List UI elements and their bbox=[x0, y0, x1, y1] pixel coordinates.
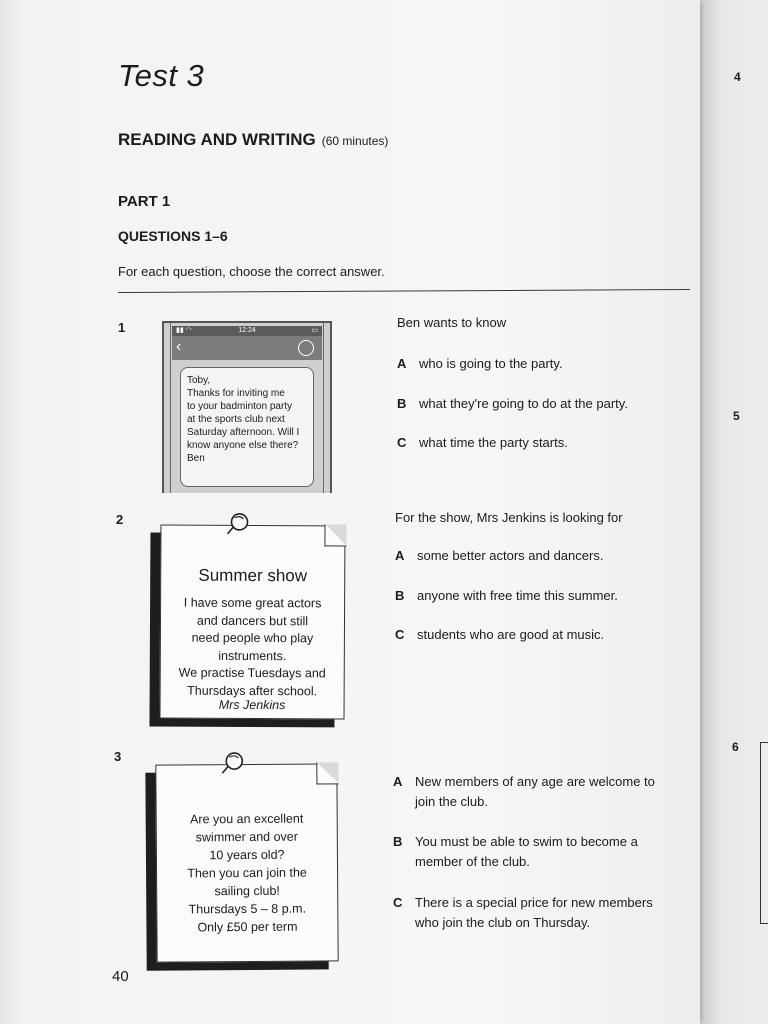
adjacent-notice-edge bbox=[760, 742, 768, 924]
option-letter: C bbox=[395, 627, 405, 642]
question-stem: For the show, Mrs Jenkins is looking for bbox=[395, 510, 623, 525]
notice-line: Then you can join the bbox=[187, 865, 307, 881]
sailing-club-notice bbox=[155, 763, 338, 962]
test-title: Test 3 bbox=[118, 58, 205, 93]
option-letter: B bbox=[393, 834, 403, 849]
answer-option bbox=[393, 772, 673, 812]
circle-icon bbox=[298, 340, 314, 356]
option-text: what they're going to do at the party. bbox=[419, 396, 628, 411]
option-letter: A bbox=[393, 774, 403, 789]
section-heading bbox=[118, 130, 388, 150]
chevron-left-icon: ‹ bbox=[176, 338, 182, 355]
pushpin-icon bbox=[218, 751, 244, 777]
phone-message-image bbox=[162, 321, 332, 493]
notice-line: need people who play bbox=[191, 630, 314, 646]
notice-line: I have some great actors bbox=[183, 595, 322, 611]
phone-edge bbox=[166, 323, 171, 493]
option-text: There is a special price for new members who join the club on Thursday. bbox=[415, 895, 653, 930]
section-duration: (60 minutes) bbox=[321, 134, 389, 148]
side-question-number: 5 bbox=[733, 409, 740, 423]
phone-time: 12:24 bbox=[238, 327, 256, 334]
notice-signature: Mrs Jenkins bbox=[218, 697, 286, 713]
side-question-number: 4 bbox=[734, 70, 741, 84]
answer-option bbox=[397, 354, 677, 374]
page-fold bbox=[324, 524, 346, 546]
option-letter: B bbox=[395, 588, 405, 603]
page-fold bbox=[316, 762, 338, 784]
option-letter: A bbox=[395, 548, 405, 563]
answer-option bbox=[395, 546, 675, 566]
notice-line: swimmer and over bbox=[195, 829, 298, 845]
notice-line: and dancers but still bbox=[196, 613, 309, 628]
answer-option bbox=[397, 394, 677, 414]
phone-edge bbox=[323, 323, 328, 493]
message-line: Toby, bbox=[187, 375, 211, 386]
notice-line: sailing club! bbox=[214, 883, 280, 899]
battery-icon: ▭ bbox=[311, 327, 318, 334]
notice-line: We practise Tuesdays and bbox=[178, 665, 326, 681]
message-line: Thanks for inviting me bbox=[187, 388, 285, 399]
answer-option bbox=[395, 586, 675, 606]
page-number: 40 bbox=[112, 968, 129, 985]
instruction-text: For each question, choose the correct answer. bbox=[118, 264, 385, 279]
questions-range: QUESTIONS 1–6 bbox=[118, 228, 228, 244]
message-line: Saturday afternoon. Will I bbox=[187, 427, 300, 438]
option-letter: C bbox=[393, 895, 403, 910]
option-text: some better actors and dancers. bbox=[417, 548, 604, 563]
answer-option bbox=[395, 625, 675, 645]
message-bubble bbox=[180, 367, 314, 487]
notice-line: Are you an excellent bbox=[190, 811, 304, 827]
message-line: know anyone else there? bbox=[187, 440, 299, 451]
notice-body bbox=[165, 595, 341, 701]
notice-line: Thursdays 5 – 8 p.m. bbox=[188, 901, 307, 917]
section-heading-text: READING AND WRITING bbox=[118, 130, 316, 149]
phone-status-bar bbox=[172, 326, 322, 336]
option-letter: B bbox=[397, 396, 407, 411]
option-text: New members of any age are welcome to join the club. bbox=[415, 774, 655, 809]
option-text: what time the party starts. bbox=[419, 435, 568, 450]
answer-option bbox=[397, 433, 677, 453]
question-stem: Ben wants to know bbox=[397, 315, 507, 330]
option-letter: C bbox=[397, 435, 407, 450]
option-letter: A bbox=[397, 356, 407, 371]
notice-line: Thursdays after school. bbox=[187, 683, 318, 698]
answer-option bbox=[393, 832, 673, 872]
adjacent-page-edge bbox=[704, 0, 768, 1024]
notice-body bbox=[161, 809, 334, 936]
summer-show-notice bbox=[159, 525, 345, 720]
notice-line: 10 years old? bbox=[209, 847, 285, 863]
notice-line: instruments. bbox=[218, 648, 287, 663]
signal-icon: ▮▮ ◠ bbox=[176, 327, 192, 334]
message-line: to your badminton party bbox=[187, 401, 293, 412]
part-heading: PART 1 bbox=[118, 193, 171, 210]
answer-option bbox=[393, 893, 673, 933]
notice-line: Only £50 per term bbox=[197, 919, 298, 935]
option-text: You must be able to swim to become a member of the club. bbox=[415, 834, 638, 869]
question-number: 1 bbox=[118, 320, 126, 335]
message-line: at the sports club next bbox=[187, 414, 285, 425]
option-text: students who are good at music. bbox=[417, 627, 605, 642]
question-number: 3 bbox=[114, 749, 122, 764]
question-number: 2 bbox=[116, 512, 124, 527]
side-question-number: 6 bbox=[732, 740, 739, 754]
phone-nav-bar bbox=[172, 336, 322, 360]
pushpin-icon bbox=[223, 512, 249, 538]
divider-rule bbox=[118, 289, 690, 293]
notice-title: Summer show bbox=[198, 565, 308, 586]
message-line: Ben bbox=[187, 453, 205, 464]
option-text: who is going to the party. bbox=[419, 356, 563, 371]
option-text: anyone with free time this summer. bbox=[417, 588, 618, 603]
